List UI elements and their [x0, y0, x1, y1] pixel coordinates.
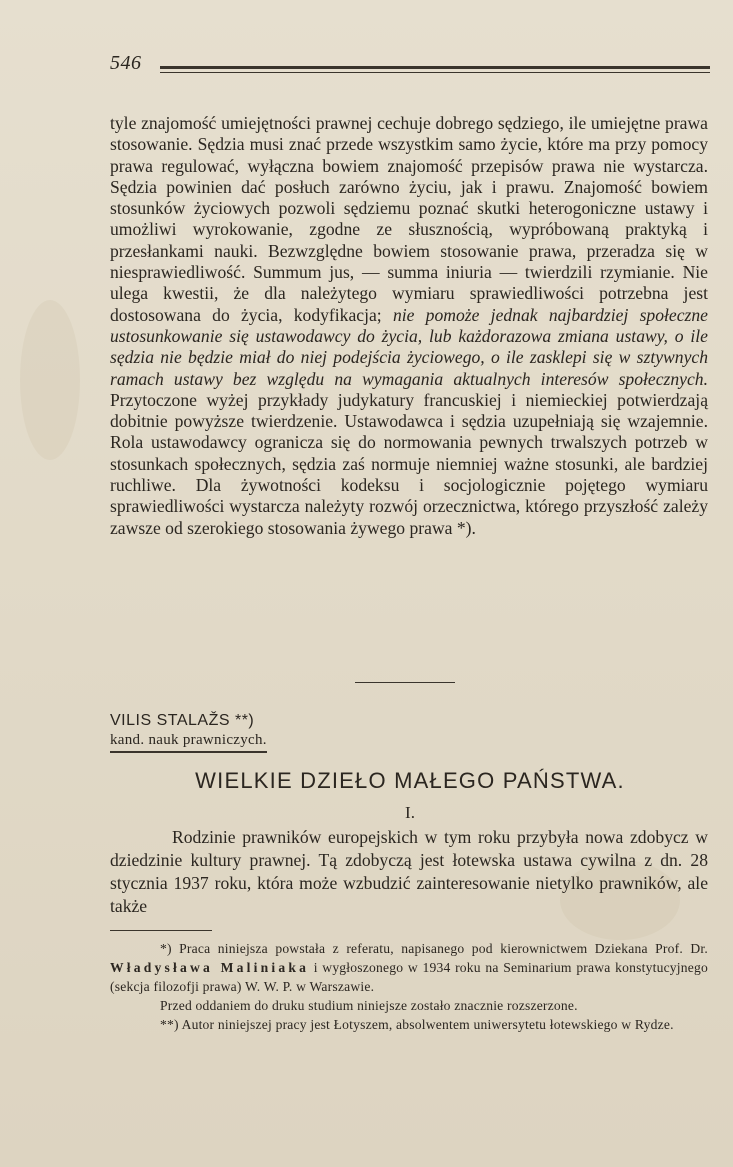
footnote-1-text-end: i wygłoszonego w 1934 roku na Seminarium prawa konstytucyjnego (sekcja filozofji prawa) W. W. P. w Warszawie.: [110, 960, 708, 994]
paragraph: [110, 113, 708, 539]
footnotes: [110, 939, 708, 1034]
footnote-1-text-start: *) Praca niniejsza powstała z referatu, napisanego pod kierownictwem Dziekana Prof. Dr.: [160, 941, 708, 956]
section-divider: [355, 682, 455, 683]
section-numeral: I.: [405, 803, 415, 822]
footnote-rule: [110, 930, 212, 931]
footnote-3: **) Autor niniejszej pracy jest Łotyszem, absolwentem uniwersytetu łotewskiego w Rydze.: [160, 1017, 674, 1032]
author-block: [110, 711, 510, 753]
paragraph-text-end: Przytoczone wyżej przykłady judykatury francuskiej i niemieckiej potwierdzają dobitnie powyższe twierdzenie. Ustawodawca i sędzia uzupełniają się wzajemnie. Rola ustawodawcy ogranicza się do normowania pewnych trwalszych potrzeb w stosunkach społecznych, sędzia zaś normuje niemniej ważne stosunki, ale bardziej ruchliwe. Dla żywotności kodeksu i socjologicznie pojętego wymiaru sprawiedliwości wystarcza należyty rozwój orzecznictwa, którego przyszłość zależy zawsze od szerokiego stosowania żywego prawa *).: [110, 389, 708, 538]
paper-stain: [20, 300, 80, 460]
page-number: 546: [110, 52, 142, 74]
paragraph-text-italic: nie pomoże jednak najbardziej społeczne ustosunkowanie się ustawodawcy do życia, lub każdorazowa zmiana ustawy, o ile sędzia nie będzie miał do niej podejścia życiowego, o ile zasklepi się w sztywnych ramach ustawy bez względu na wymagania aktualnych interesów społecznych.: [110, 304, 708, 389]
footnote-1: [110, 939, 708, 996]
paragraph-text-start: tyle znajomość umiejętności prawnej cechuje dobrego sędziego, ile umiejętne prawa stosowanie. Sędzia musi znać przede wszystkim samo życie, które ma przy pomocy prawa regulować, wyłączna bowiem znajomość przepisów prawa nie wystarcza. Sędzia powinien dać posłuch zarówno życiu, jak i prawu. Znajomość bowiem stosunków życiowych pozwoli sędziemu poznać skutki heterogoniczne ustawy i umożliwi wyrokowanie, zgodne ze słusznością, wypróbowaną praktyką i przesłankami nauki. Bezwzględne bowiem stosowanie prawa, przeradza się w niesprawiedliwość. Summum jus, — summa iniuria — twierdzili rzymianie. Nie ulega kwestii, że dla należytego wymiaru sprawiedliwości potrzebna jest dostosowana do życia, kodyfikacja;: [110, 113, 708, 325]
author-name: VILIS STALAŽS **): [110, 712, 255, 729]
main-paragraph: [110, 113, 708, 539]
page-header: [110, 52, 710, 82]
header-rule-thick: [160, 66, 710, 69]
footnote-1-name: Władysława Maliniaka: [110, 960, 310, 975]
author-title: kand. nauk prawniczych.: [110, 731, 267, 753]
footnote-2: Przed oddaniem do druku studium niniejsze zostało znacznie rozszerzone.: [160, 998, 578, 1013]
section-title: WIELKIE DZIEŁO MAŁEGO PAŃSTWA.: [195, 768, 625, 793]
header-rule-thin: [160, 72, 710, 73]
section-intro-paragraph: Rodzinie prawników europejskich w tym roku przybyła nowa zdobycz w dziedzinie kultury prawnej. Tą zdobyczą jest łotewska ustawa cywilna z dn. 28 stycznia 1937 roku, która może wzbudzić zainteresowanie nietylko prawników, ale także: [110, 827, 708, 916]
